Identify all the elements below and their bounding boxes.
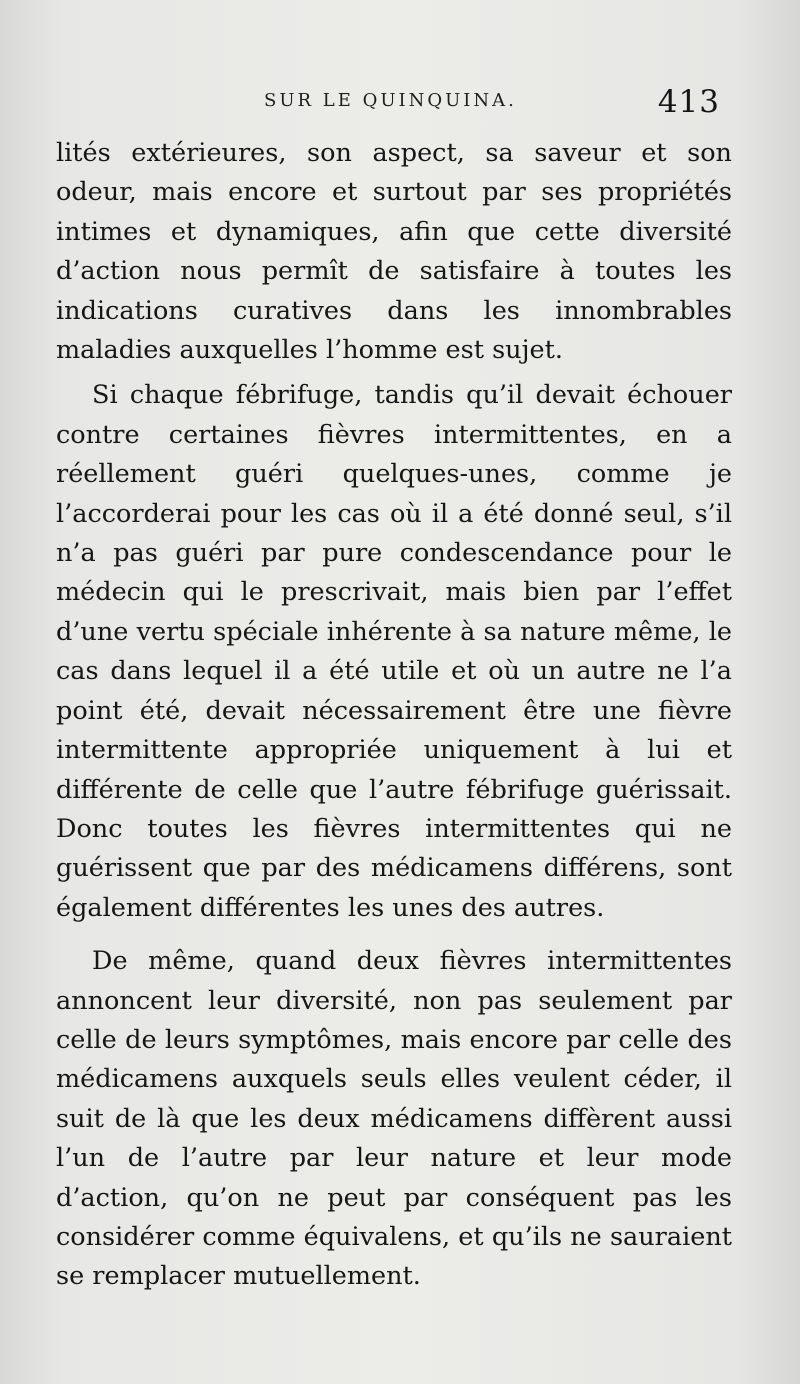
paragraph-continuation: lités extérieures, son aspect, sa saveur et son odeur, mais encore et surtout par ses propriétés intimes et dynamiques, afin que cette diversité d’action nous permît de satisfaire à toutes les indications curatives dans les innombrables maladies auxquelles l’homme est sujet. — [56, 138, 732, 366]
paragraph-diversite: De même, quand deux fièvres intermittentes annoncent leur diversité, non pas seulement par celle de leurs symptômes, mais encore par celle des médicamens auxquels seuls elles veulent céder, il suit de là que les deux médicamens diffèrent aussi l’un de l’autre par leur nature et leur mode d’action, qu’on ne peut par conséquent pas les considérer comme équivalens, et qu’ils ne sauraient se remplacer mutuellement. — [56, 946, 732, 1292]
page-number: 413 — [657, 84, 720, 120]
running-header — [56, 84, 732, 128]
running-title: SUR LE QUINQUINA. — [264, 90, 517, 111]
body-text — [56, 134, 732, 1297]
paragraph-febrifuge: Si chaque fébrifuge, tandis qu’il devait échouer contre certaines fièvres intermittentes, en a réellement guéri quelques-unes, comme je l’accorderai pour les cas où il a été donné seul, s’il n’a pas guéri par pure condescendance pour le médecin qui le prescrivait, mais bien par l’effet d’une vertu spéciale inhérente à sa nature même, le cas dans lequel il a été utile et où un autre ne l’a point été, devait nécessairement être une fièvre intermittente appropriée uniquement à lui et différente de celle que l’autre fébrifuge guérissait. Donc toutes les fièvres intermittentes qui ne guérissent que par des médicamens différens, sont également différentes les unes des autres. — [56, 380, 732, 923]
